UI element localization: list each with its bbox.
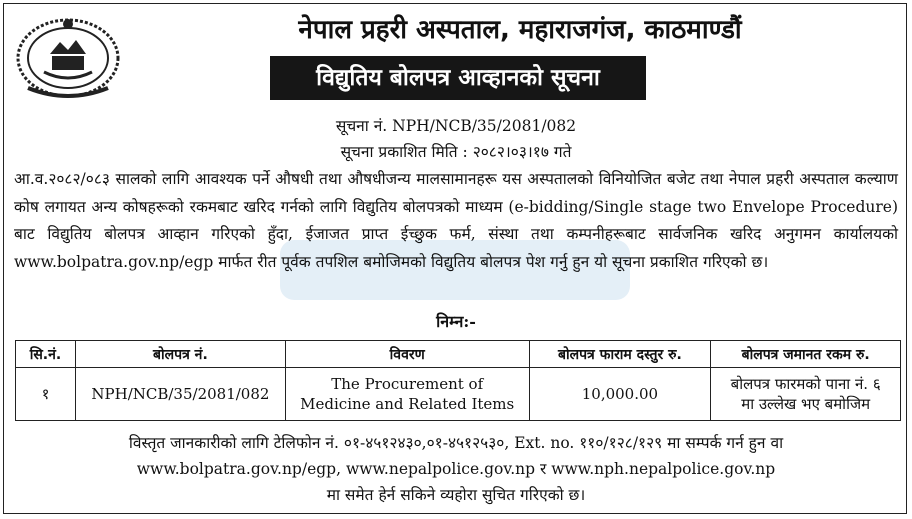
footer-line-2: www.bolpatra.gov.np/egp, www.nepalpolice.gov.np र www.nph.nepalpolice.gov.np [136, 460, 776, 478]
table-row [16, 368, 901, 421]
footer-line-1: विस्तृत जानकारीको लागि टेलिफोन नं. ०१-४५१२४३०,०१-४५१२५३०, Ext. no. ११०/१२८/१२९ मा सम्पर्क गर्न हुन वा [128, 434, 784, 452]
cell-bid-no: NPH/NCB/35/2081/082 [75, 368, 285, 421]
cell-form-fee: 10,000.00 [529, 368, 711, 421]
security-line-2: मा उल्लेख भए बमोजिम [741, 395, 871, 413]
notice-body: आ.व.२०८२/०८३ सालको लागि आवश्यक पर्ने औषधी तथा औषधीजन्य मालसामानहरू यस अस्पतालको विनियोजित बजेट तथा नेपाल प्रहरी अस्पताल कल्याण कोष लगायत अन्य कोषहरूको रकमबाट खरिद गर्नको लागि विद्युतिय बोलपत्रको माध्यम (e-bidding/Single stage two Envelope Procedure) बाट विद्युतिय बोलपत्र आव्हान गरिएको हुँदा, ईजाजत प्राप्त ईच्छुक फर्म, संस्था तथा कम्पनीहरूबाट सार्वजनिक खरिद अनुगमन कार्यालयको www.bolpatra.gov.np/egp मार्फत रीत पूर्वक तपशिल बमोजिमको विद्युतिय बोलपत्र पेश गर्नु हुन यो सूचना प्रकाशित गरिएको छ। [14, 170, 898, 271]
col-security: बोलपत्र जमानत रकम रु. [711, 341, 901, 368]
description-line-1: The Procurement of [331, 375, 484, 393]
cell-description [285, 368, 529, 421]
col-sn: सि.नं. [16, 341, 76, 368]
nepal-police-emblem-icon [14, 14, 122, 106]
col-form-fee: बोलपत्र फाराम दस्तुर रु. [529, 341, 711, 368]
organization-name: नेपाल प्रहरी अस्पताल, महाराजगंज, काठमाण्डौं [298, 15, 742, 45]
footer-line-3: मा समेत हेर्न सकिने व्यहोरा सुचित गरिएको छ। [326, 486, 586, 504]
table-header-row [16, 341, 901, 368]
published-date: सूचना प्रकाशित मिति : २०८२।०३।१७ गते [340, 143, 572, 161]
col-bid-no: बोलपत्र नं. [75, 341, 285, 368]
col-description: विवरण [285, 341, 529, 368]
cell-sn: १ [16, 368, 76, 421]
notice-number: सूचना नं. NPH/NCB/35/2081/082 [335, 117, 577, 135]
description-line-2: Medicine and Related Items [300, 395, 515, 413]
table-caption: निम्न:- [436, 312, 476, 331]
bid-table [15, 340, 901, 421]
contact-footer [0, 430, 912, 508]
notice-title: विद्युतिय बोलपत्र आव्हानको सूचना [270, 56, 646, 100]
security-line-1: बोलपत्र फारमको पाना नं. ६ [730, 375, 881, 393]
cell-security [711, 368, 901, 421]
